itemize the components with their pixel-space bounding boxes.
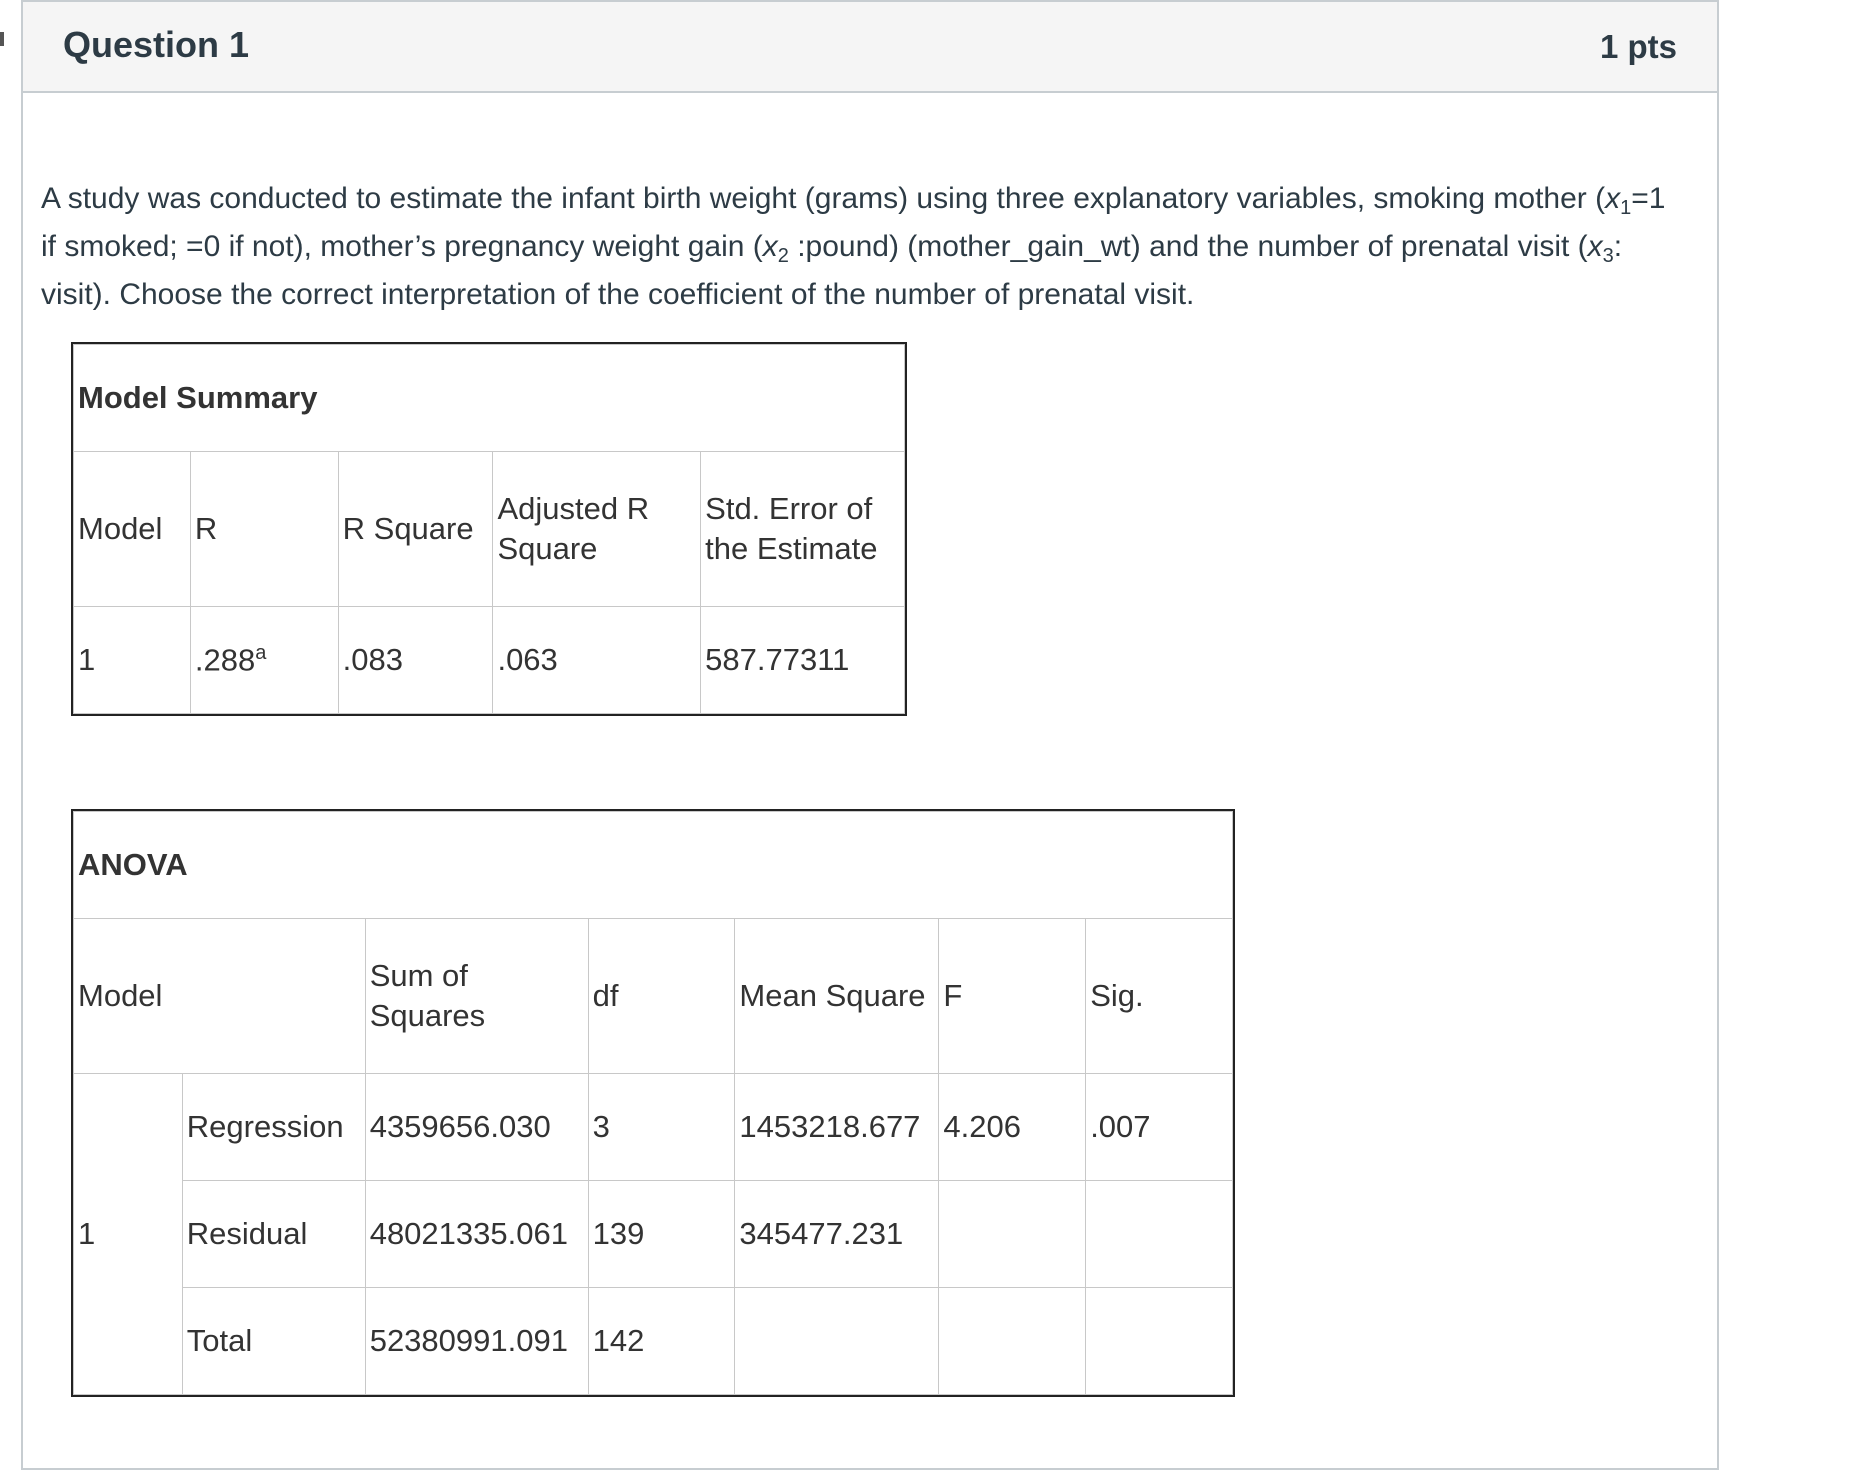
cell-f	[939, 1288, 1086, 1395]
question-points: 1 pts	[1599, 28, 1677, 65]
variable-x3-subscript: 3	[1602, 245, 1614, 267]
header-r: R	[190, 452, 338, 607]
header-r-square: R Square	[338, 452, 493, 607]
header-line: Square	[497, 531, 598, 566]
question-text-part: =1 if smoked; =0 if not), mother’s pregnancy weight gain (	[41, 182, 1666, 263]
cell-model: 1	[74, 607, 191, 714]
cell-adjusted-r-square: .063	[493, 607, 701, 714]
cell-std-error: 587.77311	[701, 607, 905, 714]
header-line: Squares	[369, 998, 486, 1033]
model-summary-table	[73, 344, 905, 714]
question-header	[23, 2, 1717, 93]
cell-sig	[1086, 1181, 1233, 1288]
cell-f: 4.206	[939, 1074, 1086, 1181]
cell-source: Residual	[182, 1181, 365, 1288]
header-adjusted-r-square	[493, 452, 701, 607]
question-text	[41, 175, 1681, 319]
header-line: Sum of	[369, 958, 468, 993]
question-text-part: :pound) (mother_gain_wt) and the number of prenatal visit (	[788, 230, 1588, 263]
header-mean-square: Mean Square	[735, 919, 939, 1074]
variable-x3: x	[1587, 230, 1603, 263]
anova-title: ANOVA	[74, 812, 1233, 919]
cell-sig: .007	[1086, 1074, 1233, 1181]
cell-sum-of-squares: 48021335.061	[365, 1181, 588, 1288]
cell-df: 139	[588, 1181, 735, 1288]
cell-source: Regression	[182, 1074, 365, 1181]
cell-f	[939, 1181, 1086, 1288]
cell-r-footnote: a	[255, 641, 267, 664]
cell-df: 142	[588, 1288, 735, 1395]
variable-x2: x	[762, 230, 778, 263]
header-line: Std. Error of	[705, 491, 873, 526]
header-model: Model	[74, 919, 366, 1074]
cell-r-value: .288	[194, 642, 256, 678]
question-title: Question 1	[63, 24, 250, 65]
question-text-part: A study was conducted to estimate the infant birth weight (grams) using three explanatory variables, smoking mother (	[41, 182, 1606, 215]
variable-x1-subscript: 1	[1620, 197, 1632, 219]
variable-x1: x	[1605, 182, 1621, 215]
cell-df: 3	[588, 1074, 735, 1181]
header-line: Adjusted R	[497, 491, 650, 526]
header-model: Model	[74, 452, 191, 607]
cell-mean-square: 1453218.677	[735, 1074, 939, 1181]
cell-sig	[1086, 1288, 1233, 1395]
cell-mean-square: 345477.231	[735, 1181, 939, 1288]
cell-r	[190, 607, 338, 714]
cell-r-square: .083	[338, 607, 493, 714]
cell-model-number: 1	[74, 1074, 183, 1395]
header-sum-of-squares	[365, 919, 588, 1074]
cell-sum-of-squares: 52380991.091	[365, 1288, 588, 1395]
header-df: df	[588, 919, 735, 1074]
cell-mean-square	[735, 1288, 939, 1395]
cell-source: Total	[182, 1288, 365, 1395]
header-line: the Estimate	[705, 531, 878, 566]
header-sig: Sig.	[1086, 919, 1233, 1074]
cell-sum-of-squares: 4359656.030	[365, 1074, 588, 1181]
anova-table	[73, 811, 1233, 1395]
header-std-error	[701, 452, 905, 607]
model-summary-title: Model Summary	[74, 345, 905, 452]
variable-x2-subscript: 2	[777, 245, 789, 267]
left-edge-mark	[0, 32, 4, 46]
header-f: F	[939, 919, 1086, 1074]
question-text-part: : visit). Choose the correct interpretation of the coefficient of the number of prenatal visit.	[41, 230, 1623, 311]
